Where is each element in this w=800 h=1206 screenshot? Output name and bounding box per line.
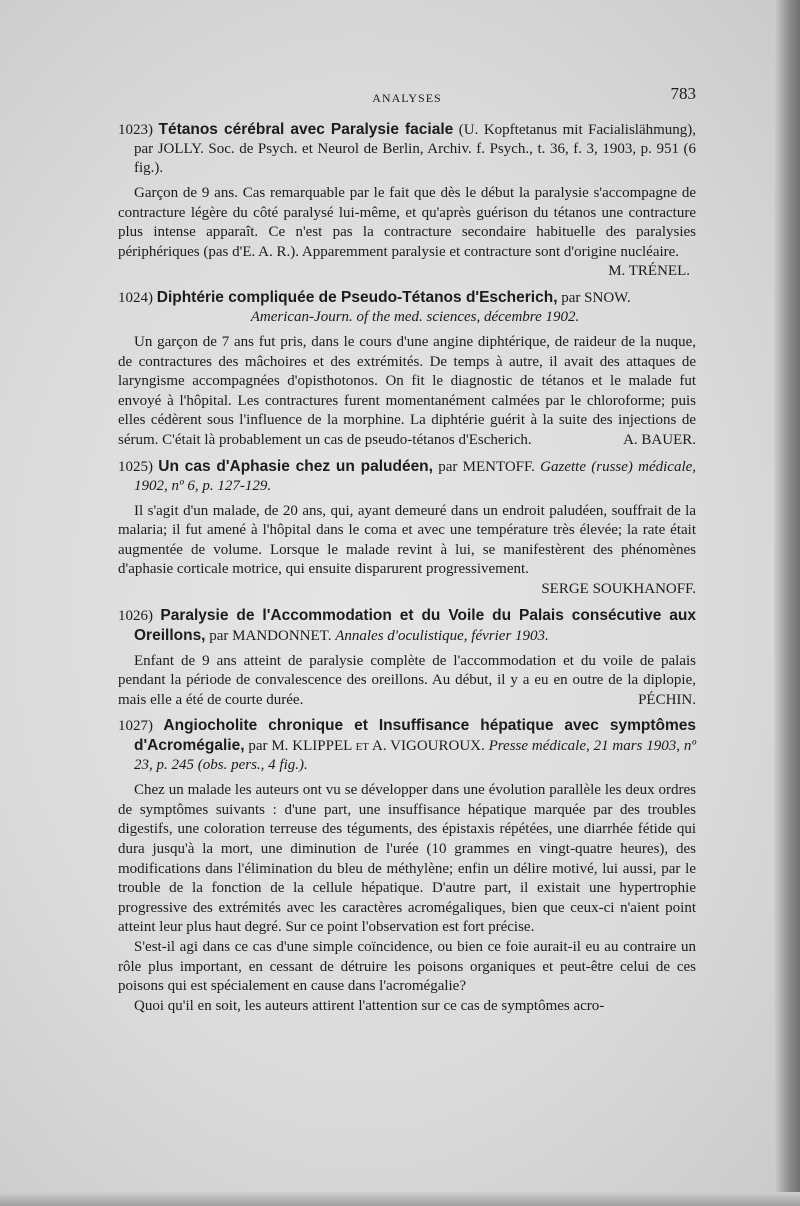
entry-title-bold: Diphtérie compliquée de Pseudo-Tétanos d'Escherich, — [156, 288, 558, 306]
entry-number: 1026) — [118, 607, 153, 624]
entry-signature: A. BAUER. — [623, 431, 696, 448]
entry-body-text: Enfant de 9 ans atteint de paralysie complète de l'accommodation et du voile de palais pendant la période de convalescence des oreillons. Au début, il y a eu en outre de la diplopie, mais elle a été de courte durée. — [118, 652, 696, 708]
entry-body-text: Un garçon de 7 ans fut pris, dans le cours d'une angine diphtérique, de raideur de la nuque, de contractures des mâchoires et des extrémités. De temps à autre, il avait des attaques de laryngisme accompagnées d'opisthotonos. On fit le diagnostic de tétanos et le malade fut envoyé à l'hôpital. Les contractures furent momentanément calmées par le chloroforme; puis elles cédèrent sous l'influence de la morphine. La diphtérie guérit à la suite des injections de sérum. C'était là probablement un cas de pseudo-tétanos d'Escherich. — [118, 333, 696, 448]
entry-ref-prefix: par — [561, 289, 581, 306]
entry-body — [118, 502, 696, 597]
entry-title-bold: Paralysie de l'Accommodation et du Voile du Palais consécutive aux Oreillons, — [134, 606, 696, 644]
entry-signature: SERGE SOUKHANOFF. — [541, 580, 696, 597]
entry-title — [118, 606, 696, 646]
entry-title-bold: Un cas d'Aphasie chez un paludéen, — [158, 457, 433, 475]
entry-ref-prefix: par M. — [248, 738, 289, 755]
entry-number: 1025) — [118, 458, 153, 475]
entry-title-bold: Tétanos cérébral avec Paralysie faciale — [158, 121, 454, 138]
entry-reference: Presse médicale, 21 mars 1903, nº 23, p. 245 (obs. pers., 4 fig.). — [134, 738, 697, 774]
entry-body-paragraph-1: Chez un malade les auteurs ont vu se développer dans une évolution parallèle les deux ordres de symptômes suivants : d'une part, une insuffisance hépatique marquée par des troubles digestifs, une coloration terreuse des téguments, des épistaxis répétées, une diarrhée fétide qui dura jusqu'à la mort, une diminution de l'urée (10 grammes en vingt-quatre heures), des modifications dans l'élimination du bleu de méthylène; enfin un délire motivé, lui aussi, par le trouble de la fonction de la cellule hépatique. D'autre part, il existait une hypertrophie progressive des extrémités avec les caractères acromégaliques, bien que ceux-ci n'aient point atteint leur plus haut degré. Sur ce point l'observation est fort précise. — [118, 782, 696, 936]
entry-number: 1024) — [118, 289, 153, 306]
entry-signature: PÉCHIN. — [638, 691, 696, 708]
article-column — [118, 120, 696, 1022]
running-head: ANALYSES — [372, 91, 442, 105]
entry-1025 — [118, 457, 696, 600]
entry-title — [118, 120, 696, 178]
entry-title — [118, 288, 696, 327]
entry-author: MANDONNET. — [232, 627, 332, 644]
page-number: 783 — [670, 84, 696, 103]
entry-body-paragraph-2: S'est-il agi dans ce cas d'une simple coïncidence, ou bien ce foie aurait-il eu au contraire un rôle plus important, en cessant de détruire les poisons organiques et peut-être celui de ces poisons qui est spécialement en cause dans l'acromégalie? — [118, 939, 696, 995]
entry-1023 — [118, 120, 696, 282]
entry-title-bold: Angiocholite chronique et Insuffisance hépatique avec symptômes d'Acromégalie, — [134, 717, 696, 755]
entry-ref-prefix: par — [438, 458, 458, 475]
entry-body-text: Il s'agit d'un malade, de 20 ans, qui, ayant demeuré dans un endroit paludéen, souffrait de la malaria; il fut amené à l'hôpital dans le coma et avec une température très élevée; la rate était augmentée de volume. Lorsque le malade revint à lui, se manifestèrent des phénomènes d'aphasie corticale motrice, qui ensuite disparurent progressivement. — [118, 502, 696, 578]
entry-reference: Gazette (russe) médicale, 1902, nº 6, p. 127-129. — [134, 458, 697, 494]
page-header — [118, 82, 696, 112]
entry-body — [118, 652, 696, 711]
page-bottom-edge — [0, 1192, 800, 1206]
entry-title — [118, 716, 696, 775]
entry-body: Garçon de 9 ans. Cas remarquable par le fait que dès le début la paralysie s'accompagne de contracture légère du côté paralysé lui-même, et qu'après guérison du tétanos une contracture plus intense apparaît. Ce n'est pas la contracture secondaire habituelle des paralysies périphériques (pas d'E. A. R.). Apparemment paralysie et contracture sont d'origine nucléaire. — [118, 185, 696, 260]
page-edge-shadow — [774, 0, 800, 1206]
entry-author: KLIPPEL et A. VIGOUROUX. — [292, 738, 485, 755]
entry-number: 1027) — [118, 718, 153, 735]
entry-number: 1023) — [118, 122, 153, 138]
entry-signature: M. TRÉNEL. — [608, 263, 690, 280]
entry-1024 — [118, 288, 696, 451]
entry-body — [118, 333, 696, 451]
entry-reference: (U. Kopftetanus mit Facialislähmung), par JOLLY. Soc. de Psych. et Neurol de Berlin, Archiv. f. Psych., t. 36, f. 3, 1903, p. 951 (6 fig.). — [134, 122, 697, 176]
entry-ref-prefix: par — [209, 627, 229, 644]
entry-author: MENTOFF. — [462, 458, 535, 475]
entry-author: SNOW. — [584, 289, 631, 306]
entry-reference: Annales d'oculistique, février 1903. — [335, 627, 549, 644]
entry-reference: American-Journ. of the med. sciences, décembre 1902. — [250, 308, 580, 325]
entry-1026 — [118, 606, 696, 711]
entry-1027 — [118, 716, 696, 1016]
entry-title — [118, 457, 696, 496]
entry-body-paragraph-3: Quoi qu'il en soit, les auteurs attirent l'attention sur ce cas de symptômes acro- — [134, 997, 605, 1014]
